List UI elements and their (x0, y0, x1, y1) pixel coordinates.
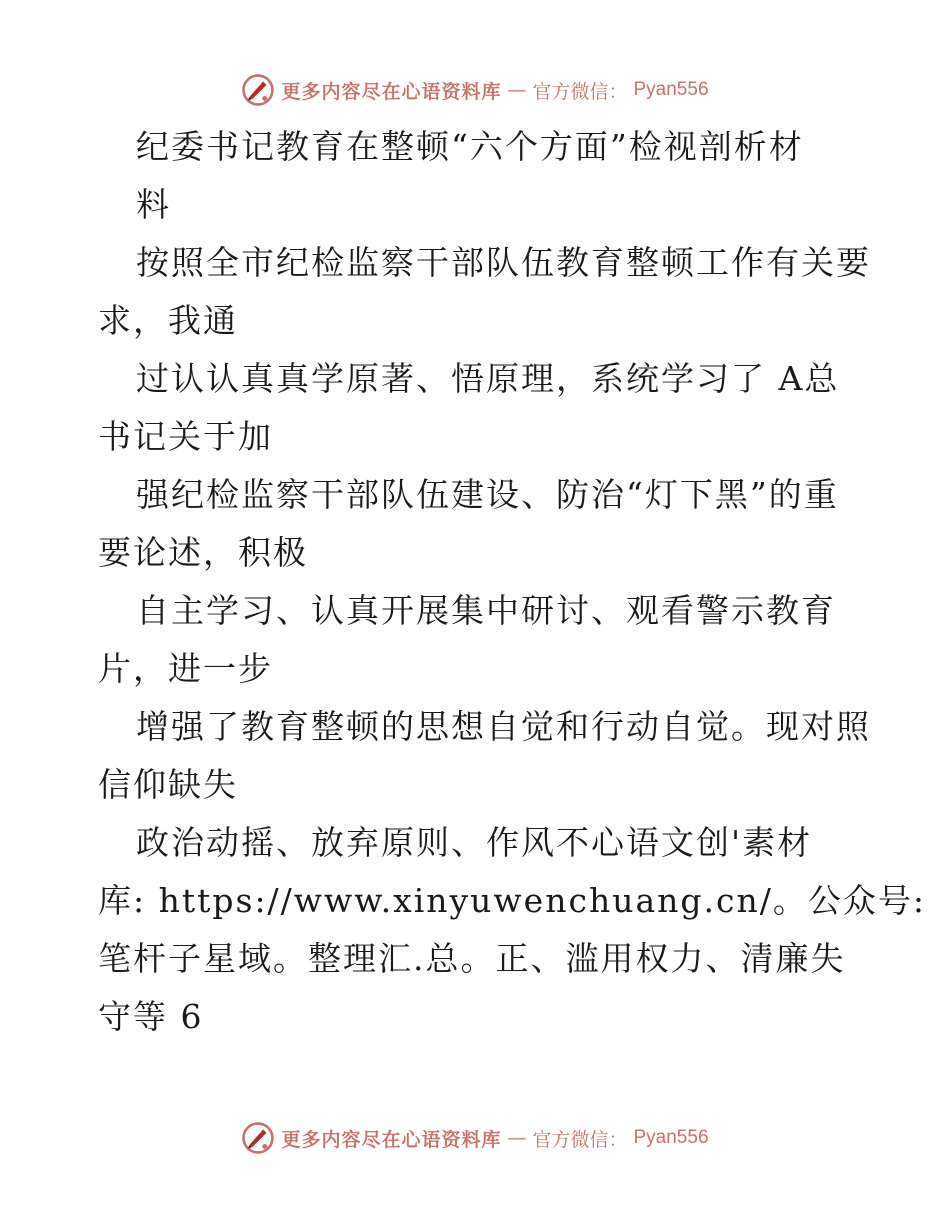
text-line: 要论述，积极 (98, 533, 308, 572)
header-wechat-label: 官方微信： (532, 80, 628, 103)
text-line: 强纪检监察干部队伍建设、防治“灯下黑”的重 (136, 475, 839, 514)
header-wechat-id: Pyan556 (633, 79, 709, 100)
page-footer (0, 1118, 950, 1158)
footer-wechat-id: Pyan556 (633, 1127, 709, 1148)
text-line: 书记关于加 (98, 417, 273, 456)
text-line: 政治动摇、放弃原则、作风不心语文创'素材 (136, 823, 813, 862)
text-line: 笔杆子星域。整理汇.总。正、滥用权力、清廉失 (98, 939, 846, 978)
header-dash: — (507, 79, 527, 101)
text-line: 按照全市纪检监察干部队伍教育整顿工作有关要 (136, 243, 871, 282)
header-title: 更多内容尽在心语资料库 (281, 80, 502, 103)
text-line: 守等 6 (98, 997, 204, 1036)
document-body (98, 118, 926, 1046)
header-banner (241, 73, 708, 107)
footer-title: 更多内容尽在心语资料库 (281, 1128, 502, 1151)
text-line: 库: https://www.xinyuwenchuang.cn/。公众号: (98, 881, 926, 920)
text-line: 过认认真真学原著、悟原理，系统学习了 A总 (136, 359, 840, 398)
text-line: 信仰缺失 (98, 765, 238, 804)
page-header (0, 70, 950, 110)
text-line: 料 (136, 185, 171, 224)
footer-dash: — (507, 1127, 527, 1149)
text-line: 片，进一步 (98, 649, 273, 688)
pen-logo-icon (241, 73, 275, 107)
footer-banner (241, 1121, 708, 1155)
text-line: 自主学习、认真开展集中研讨、观看警示教育 (136, 591, 836, 630)
footer-wechat-label: 官方微信： (532, 1128, 628, 1151)
text-line: 纪委书记教育在整顿“六个方面”检视剖析材 (136, 127, 804, 166)
text-line: 求，我通 (98, 301, 238, 340)
text-line: 增强了教育整顿的思想自觉和行动自觉。现对照 (136, 707, 871, 746)
pen-logo-icon (241, 1121, 275, 1155)
